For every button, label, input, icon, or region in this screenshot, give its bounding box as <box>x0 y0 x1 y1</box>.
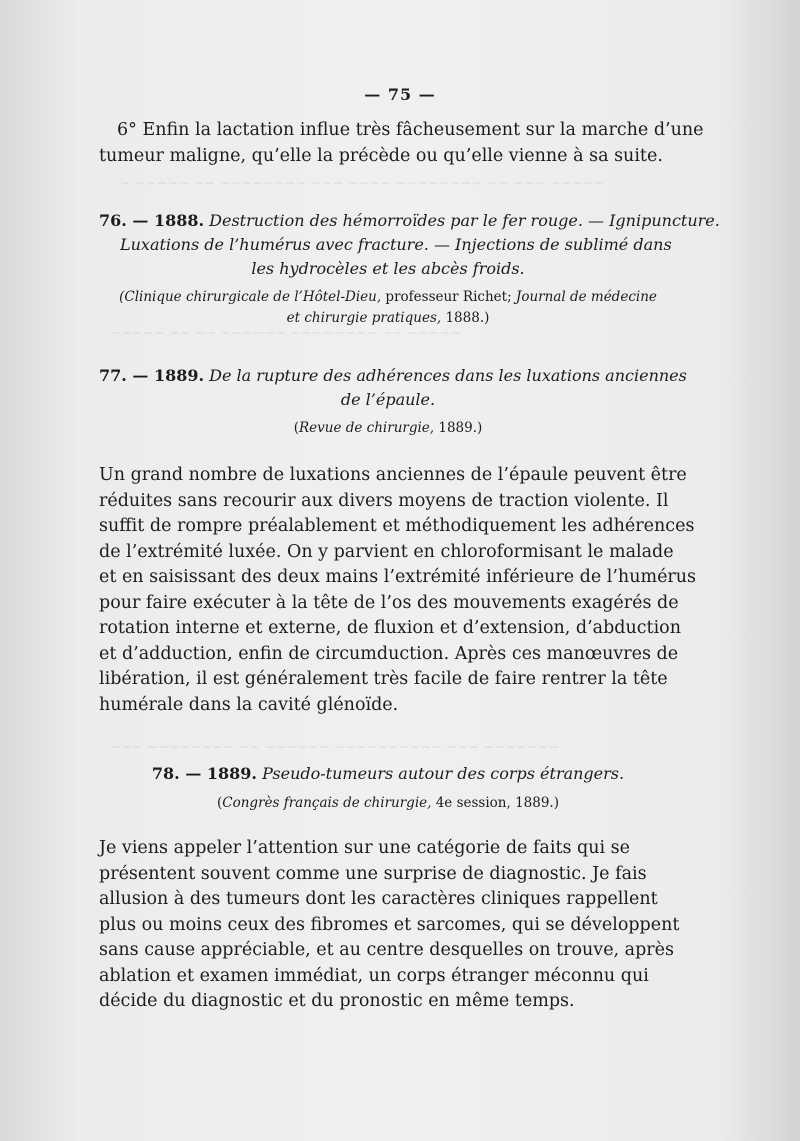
source-plain: professeur Richet; <box>381 289 512 305</box>
entry-78-source <box>99 793 677 814</box>
text-line: et d’adduction, enfin de circumduction. Après ces manœuvres de <box>99 643 679 664</box>
source-italic: (Clinique chirurgicale de l’Hôtel-Dieu, <box>119 289 382 305</box>
text-line: 6° Enfin la lactation influe très fâcheusement sur la marche d’une <box>117 120 704 140</box>
text-line: présentent souvent comme une surprise de diagnostic. Je fais <box>99 863 647 884</box>
source-plain: 1888.) <box>441 310 490 326</box>
entry-title: Luxations de l’humérus avec fracture. — Injections de sublimé dans <box>120 235 672 254</box>
text-line: Un grand nombre de luxations anciennes de l’épaule peuvent être <box>99 465 687 485</box>
text-line: et en saisissant des deux mains l’extrémité inférieure de l’humérus <box>99 567 697 587</box>
source-italic: et chirurgie pratiques, <box>286 310 442 326</box>
entry-76-source <box>99 287 677 329</box>
text-line: ablation et examen immédiat, un corps étranger méconnu qui <box>99 965 649 986</box>
text-line: décide du diagnostic et du pronostic en même temps. <box>99 991 575 1011</box>
entry-title: Destruction des hémorroïdes par le fer rouge. — Ignipuncture. <box>209 211 720 230</box>
bleed-through-text: ~~~~~ ~~ ~~ ~~~~~~ ~~~~~~~~ ~~ ~~~~~ <box>110 326 462 341</box>
source-open: ( <box>217 795 223 811</box>
text-line: sans cause appréciable, et au centre desquelles on trouve, après <box>99 940 675 960</box>
source-plain: 1889.) <box>434 420 483 436</box>
entry-number: 76. — 1888. <box>99 211 205 230</box>
source-italic: Revue de chirurgie, <box>298 420 435 436</box>
intro-paragraph <box>99 118 704 169</box>
entry-78-heading <box>99 762 677 786</box>
text-line: Je viens appeler l’attention sur une catégorie de faits qui se <box>99 838 631 858</box>
source-italic: Congrès français de chirurgie, <box>222 795 432 811</box>
entry-title: De la rupture des adhérences dans les luxations anciennes <box>209 366 687 385</box>
entry-title: Pseudo-tumeurs autour des corps étrangers. <box>262 764 625 783</box>
text-line: plus ou moins ceux des fibromes et sarcomes, qui se développent <box>99 914 680 935</box>
text-line: réduites sans recourir aux divers moyens de traction violente. Il <box>99 490 669 511</box>
bleed-through-text: ~ ~~~~~ ~~ ~~~~~~~~ ~~~ ~~~~ ~~~~~~~~ ~~ ~~~ ~~~~~ <box>120 176 604 191</box>
text-line: rotation interne et externe, de fluxion et d’extension, d’abduction <box>99 618 681 638</box>
entry-title: de l’épaule. <box>340 390 436 409</box>
source-plain: 4e session, 1889.) <box>431 795 559 811</box>
text-line: de l’extrémité luxée. On y parvient en chloroformisant le malade <box>99 541 674 562</box>
entry-78-body <box>99 836 680 1015</box>
entry-title: les hydrocèles et les abcès froids. <box>251 259 525 278</box>
text-line: pour faire exécuter à la tête de l’os des mouvements exagérés de <box>99 592 679 613</box>
entry-77-source <box>99 418 677 439</box>
text-line: suffit de rompre préalablement et méthodiquement les adhérences <box>99 516 695 536</box>
entry-77-body <box>99 463 697 718</box>
entry-number: 77. — 1889. <box>99 366 205 385</box>
text-line: allusion à des tumeurs dont les caractères cliniques rappellent <box>99 889 658 909</box>
source-open: ( <box>293 420 299 436</box>
source-italic: Journal de médecine <box>511 289 657 305</box>
bleed-through-text: ~~~ ~~~~~~~~ ~~ ~~~~~~ ~~~~~~~~~~ ~~~ ~~~~~~~ <box>110 740 560 755</box>
text-line: tumeur maligne, qu’elle la précède ou qu’elle vienne à sa suite. <box>99 145 663 166</box>
text-line: libération, il est généralement très facile de faire rentrer la tête <box>99 669 668 689</box>
entry-number: 78. — 1889. <box>151 764 257 783</box>
text-line: humérale dans la cavité glénoïde. <box>99 694 399 715</box>
entry-77-heading <box>99 364 687 412</box>
entry-76-heading <box>99 209 720 281</box>
page-number: — 75 — <box>364 85 436 104</box>
